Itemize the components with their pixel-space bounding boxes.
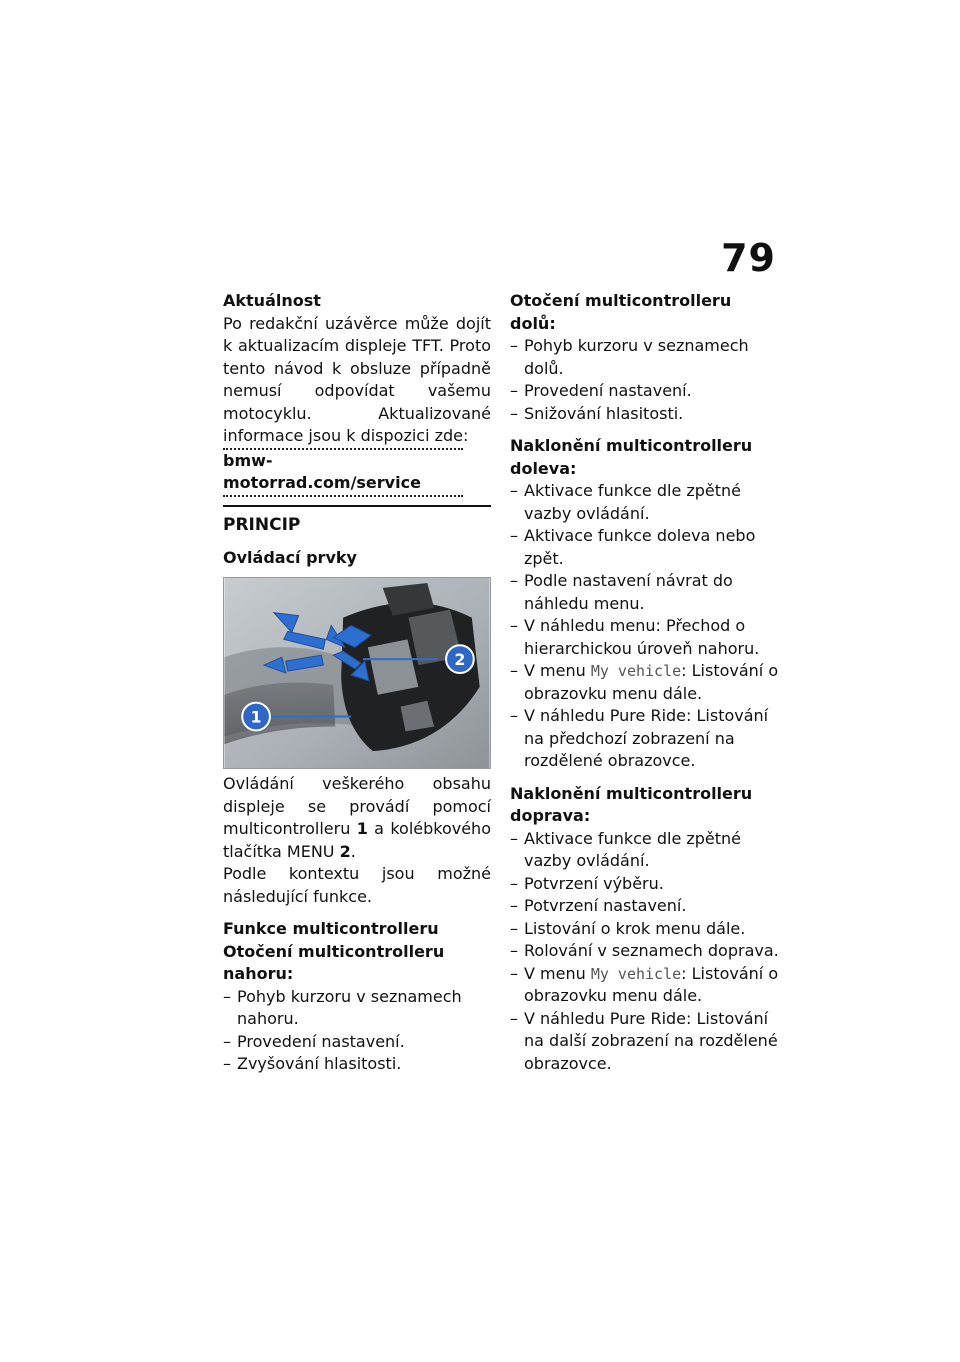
tilt-left-list xyxy=(510,480,780,773)
tilt-right-list xyxy=(510,828,780,1076)
list-item: – V náhledu Pure Ride: Listování na další zobrazení na rozdělené obrazovce. xyxy=(510,1008,780,1076)
list-item: – V náhledu Pure Ride: Listování na předchozí zobrazení na rozdělené obrazovce. xyxy=(510,705,780,773)
up-list xyxy=(223,986,491,1076)
list-item: – Aktivace funkce dle zpětné vazby ovládání. xyxy=(510,828,780,873)
list-item: – Rolování v seznamech doprava. xyxy=(510,940,780,963)
figure-label-2: 2 xyxy=(454,650,466,670)
list-item: – Provedení nastavení. xyxy=(510,380,780,403)
left-column xyxy=(223,290,491,1076)
list-item: – Snižování hlasitosti. xyxy=(510,403,780,426)
handlebar-controls-image xyxy=(223,577,491,769)
context-text: Podle kontextu jsou možné následující funkce. xyxy=(223,864,491,906)
down-heading: Otočení multicontrolleru dolů: xyxy=(510,291,732,333)
service-link[interactable]: bmw-motorrad.com/service xyxy=(223,448,463,497)
list-item: – Pohyb kurzoru v seznamech nahoru. xyxy=(223,986,491,1031)
list-item: – Potvrzení výběru. xyxy=(510,873,780,896)
functions-heading: Funkce multicontrolleru xyxy=(223,919,439,938)
list-item: – Provedení nastavení. xyxy=(223,1031,491,1054)
figure-label-1: 1 xyxy=(250,707,262,727)
list-item: – V náhledu menu: Přechod o hierarchickou úroveň nahoru. xyxy=(510,615,780,660)
controls-description: Ovládání veškerého obsahu displeje se provádí pomocí multicontrolleru 1 a kolébkového tlačítka MENU 2. xyxy=(223,774,491,861)
tilt-right-heading: Naklonění multicontrolleru doprava: xyxy=(510,783,753,825)
list-item: – V menu My vehicle: Listování o obrazovku menu dále. xyxy=(510,963,780,1008)
list-item: – Listování o krok menu dále. xyxy=(510,918,780,941)
list-item: – Podle nastavení návrat do náhledu menu. xyxy=(510,570,780,615)
ref-1: 1 xyxy=(356,819,368,838)
page-number: 79 xyxy=(721,236,776,280)
section-divider xyxy=(223,505,491,507)
menu-name: My vehicle xyxy=(590,662,682,680)
down-list xyxy=(510,335,780,425)
ref-2: 2 xyxy=(339,841,351,861)
controls-heading: Ovládací prvky xyxy=(223,547,357,567)
tilt-left-heading: Naklonění multicontrolleru doleva: xyxy=(510,436,753,478)
list-item: – Zvyšování hlasitosti. xyxy=(223,1053,491,1076)
up-heading: Otočení multicontrolleru nahoru: xyxy=(223,941,445,983)
right-column xyxy=(510,290,780,1075)
actuality-heading: Aktuálnost xyxy=(223,291,321,310)
list-item: – V menu My vehicle: Listování o obrazovku menu dále. xyxy=(510,660,780,705)
list-item: – Aktivace funkce dle zpětné vazby ovládání. xyxy=(510,480,780,525)
list-item: – Aktivace funkce doleva nebo zpět. xyxy=(510,525,780,570)
menu-name: My vehicle xyxy=(590,964,682,983)
section-title: PRINCIP xyxy=(223,514,301,535)
list-item: – Pohyb kurzoru v seznamech dolů. xyxy=(510,335,780,380)
list-item: – Potvrzení nastavení. xyxy=(510,895,780,918)
actuality-text: Po redakční uzávěrce může dojít k aktualizacím displeje TFT. Proto tento návod k obsluze případně nemusí odpovídat vašemu motocyklu. Aktualizované informace jsou k dispozici zde: xyxy=(223,313,491,445)
